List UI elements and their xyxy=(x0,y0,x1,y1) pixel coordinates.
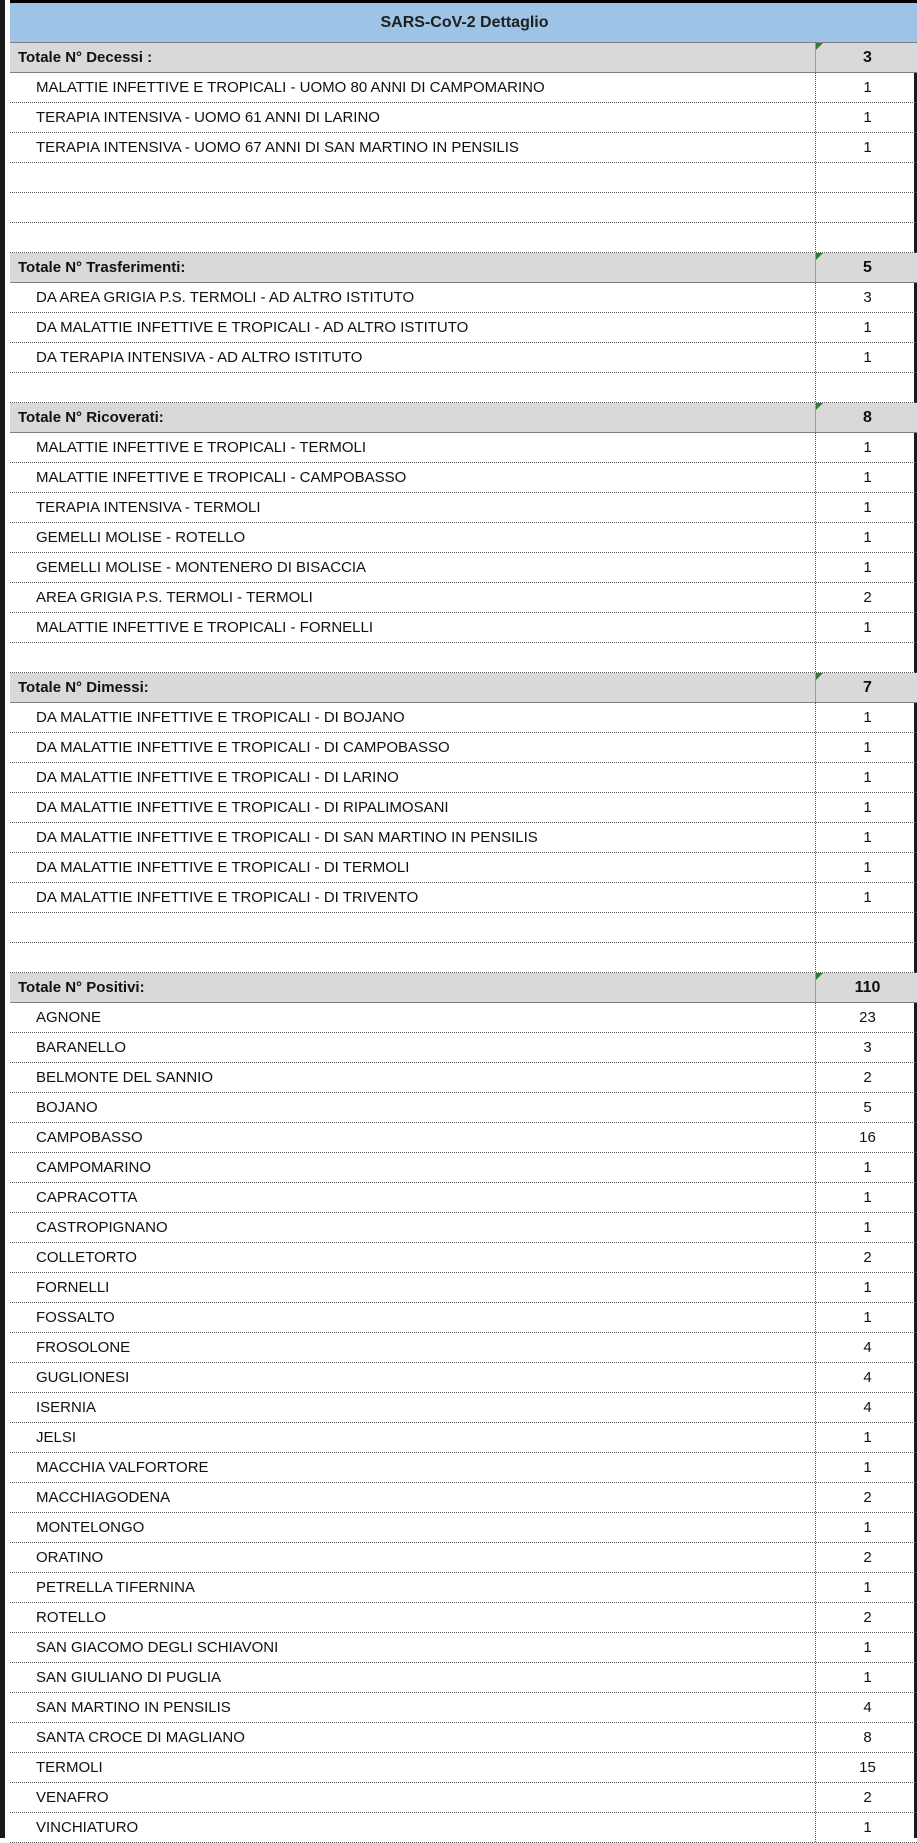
row-value-cell[interactable]: 8 xyxy=(863,1729,872,1746)
empty-value-cell[interactable] xyxy=(816,193,917,222)
row-label-cell[interactable]: COLLETORTO xyxy=(10,1243,816,1272)
table-row[interactable] xyxy=(10,1753,917,1783)
row-label-cell[interactable]: ROTELLO xyxy=(10,1603,816,1632)
table-row[interactable] xyxy=(10,1513,917,1543)
table-row[interactable] xyxy=(10,823,917,853)
row-label-cell[interactable]: MACCHIAGODENA xyxy=(10,1483,816,1512)
empty-label-cell[interactable] xyxy=(10,193,816,222)
row-label-cell[interactable]: GUGLIONESI xyxy=(10,1363,816,1392)
section-header-row[interactable] xyxy=(10,253,917,283)
sheet-title: SARS-CoV-2 Dettaglio xyxy=(10,0,917,43)
row-label-cell[interactable]: MONTELONGO xyxy=(10,1513,816,1542)
row-label-cell[interactable]: FROSOLONE xyxy=(10,1333,816,1362)
table-row[interactable] xyxy=(10,1363,917,1393)
table-row[interactable] xyxy=(10,433,917,463)
table-row[interactable] xyxy=(10,1273,917,1303)
table-row[interactable] xyxy=(10,793,917,823)
row-label-cell[interactable]: SAN GIACOMO DEGLI SCHIAVONI xyxy=(10,1633,816,1662)
table-row[interactable] xyxy=(10,1603,917,1633)
row-label-cell[interactable]: SAN MARTINO IN PENSILIS xyxy=(10,1693,816,1722)
table-row[interactable] xyxy=(10,1783,917,1813)
row-value-cell[interactable]: 1 xyxy=(863,829,872,846)
row-value-cell[interactable]: 2 xyxy=(863,1609,872,1626)
row-label-cell[interactable]: CAMPOBASSO xyxy=(10,1123,816,1152)
row-label-cell[interactable]: DA MALATTIE INFETTIVE E TROPICALI - DI BOJANO xyxy=(10,703,816,732)
row-label-cell[interactable]: CASTROPIGNANO xyxy=(10,1213,816,1242)
empty-label-cell[interactable] xyxy=(10,913,816,942)
empty-row[interactable] xyxy=(10,943,917,973)
table-row[interactable] xyxy=(10,703,917,733)
row-label-cell[interactable]: MALATTIE INFETTIVE E TROPICALI - UOMO 80 ANNI DI CAMPOMARINO xyxy=(10,73,816,102)
row-label-cell[interactable]: DA MALATTIE INFETTIVE E TROPICALI - DI TRIVENTO xyxy=(10,883,816,912)
table-row[interactable] xyxy=(10,283,917,313)
row-value-cell[interactable]: 4 xyxy=(863,1369,872,1386)
row-value-cell[interactable]: 1 xyxy=(863,619,872,636)
row-value-cell[interactable]: 4 xyxy=(863,1699,872,1716)
row-value-cell[interactable]: 1 xyxy=(863,799,872,816)
row-label-cell[interactable]: BARANELLO xyxy=(10,1033,816,1062)
row-value-cell[interactable]: 1 xyxy=(863,109,872,126)
row-label-cell[interactable]: DA TERAPIA INTENSIVA - AD ALTRO ISTITUTO xyxy=(10,343,816,372)
table-row[interactable] xyxy=(10,73,917,103)
section-label[interactable]: Totale N° Positivi: xyxy=(10,973,816,1002)
row-value-cell[interactable]: 2 xyxy=(863,1249,872,1266)
row-value-cell[interactable]: 1 xyxy=(863,1519,872,1536)
table-row[interactable] xyxy=(10,763,917,793)
row-label-cell[interactable]: VENAFRO xyxy=(10,1783,816,1812)
row-value-cell[interactable]: 1 xyxy=(863,1189,872,1206)
row-value-cell[interactable]: 1 xyxy=(863,1309,872,1326)
table-row[interactable] xyxy=(10,1033,917,1063)
row-value-cell[interactable]: 1 xyxy=(863,439,872,456)
row-label-cell[interactable]: TERAPIA INTENSIVA - TERMOLI xyxy=(10,493,816,522)
table-row[interactable] xyxy=(10,733,917,763)
table-row[interactable] xyxy=(10,1633,917,1663)
row-label-cell[interactable]: MALATTIE INFETTIVE E TROPICALI - TERMOLI xyxy=(10,433,816,462)
table-row[interactable] xyxy=(10,1663,917,1693)
table-row[interactable] xyxy=(10,1153,917,1183)
row-value-cell[interactable]: 1 xyxy=(863,1219,872,1236)
section-label[interactable]: Totale N° Decessi : xyxy=(10,43,816,72)
table-row[interactable] xyxy=(10,343,917,373)
row-value-cell[interactable]: 1 xyxy=(863,1819,872,1836)
empty-value-cell[interactable] xyxy=(816,643,917,672)
row-label-cell[interactable]: GEMELLI MOLISE - MONTENERO DI BISACCIA xyxy=(10,553,816,582)
table-row[interactable] xyxy=(10,613,917,643)
table-row[interactable] xyxy=(10,1423,917,1453)
empty-row[interactable] xyxy=(10,163,917,193)
empty-label-cell[interactable] xyxy=(10,223,816,252)
row-label-cell[interactable]: AGNONE xyxy=(10,1003,816,1032)
row-label-cell[interactable]: ORATINO xyxy=(10,1543,816,1572)
row-value-cell[interactable]: 1 xyxy=(863,139,872,156)
row-value-cell[interactable]: 1 xyxy=(863,1279,872,1296)
empty-label-cell[interactable] xyxy=(10,943,816,972)
row-label-cell[interactable]: DA MALATTIE INFETTIVE E TROPICALI - DI CAMPOBASSO xyxy=(10,733,816,762)
section-total[interactable]: 8 xyxy=(816,403,917,432)
table-row[interactable] xyxy=(10,1543,917,1573)
row-label-cell[interactable]: MALATTIE INFETTIVE E TROPICALI - FORNELLI xyxy=(10,613,816,642)
row-value-cell[interactable]: 1 xyxy=(863,79,872,96)
table-row[interactable] xyxy=(10,1303,917,1333)
empty-value-cell[interactable] xyxy=(816,373,917,402)
table-row[interactable] xyxy=(10,313,917,343)
row-value-cell[interactable]: 2 xyxy=(863,1549,872,1566)
table-row[interactable] xyxy=(10,1213,917,1243)
empty-label-cell[interactable] xyxy=(10,373,816,402)
row-value-cell[interactable]: 4 xyxy=(863,1339,872,1356)
table-row[interactable] xyxy=(10,583,917,613)
empty-value-cell[interactable] xyxy=(816,943,917,972)
row-label-cell[interactable]: FORNELLI xyxy=(10,1273,816,1302)
table-row[interactable] xyxy=(10,1333,917,1363)
row-value-cell[interactable]: 1 xyxy=(863,859,872,876)
row-value-cell[interactable]: 3 xyxy=(863,289,872,306)
row-value-cell[interactable]: 1 xyxy=(863,1579,872,1596)
row-label-cell[interactable]: GEMELLI MOLISE - ROTELLO xyxy=(10,523,816,552)
empty-label-cell[interactable] xyxy=(10,163,816,192)
table-row[interactable] xyxy=(10,1243,917,1273)
table-row[interactable] xyxy=(10,883,917,913)
table-row[interactable] xyxy=(10,463,917,493)
row-label-cell[interactable]: VINCHIATURO xyxy=(10,1813,816,1842)
table-row[interactable] xyxy=(10,1573,917,1603)
row-value-cell[interactable]: 1 xyxy=(863,1639,872,1656)
row-value-cell[interactable]: 1 xyxy=(863,529,872,546)
row-value-cell[interactable]: 1 xyxy=(863,709,872,726)
row-value-cell[interactable]: 1 xyxy=(863,1669,872,1686)
section-header-row[interactable] xyxy=(10,973,917,1003)
empty-row[interactable] xyxy=(10,373,917,403)
row-label-cell[interactable]: DA MALATTIE INFETTIVE E TROPICALI - DI SAN MARTINO IN PENSILIS xyxy=(10,823,816,852)
table-row[interactable] xyxy=(10,1693,917,1723)
row-label-cell[interactable]: TERAPIA INTENSIVA - UOMO 61 ANNI DI LARINO xyxy=(10,103,816,132)
table-row[interactable] xyxy=(10,1123,917,1153)
row-label-cell[interactable]: TERMOLI xyxy=(10,1753,816,1782)
row-value-cell[interactable]: 2 xyxy=(863,589,872,606)
section-header-row[interactable] xyxy=(10,403,917,433)
empty-row[interactable] xyxy=(10,223,917,253)
section-label[interactable]: Totale N° Dimessi: xyxy=(10,673,816,702)
row-value-cell[interactable]: 2 xyxy=(863,1069,872,1086)
empty-value-cell[interactable] xyxy=(816,223,917,252)
row-value-cell[interactable]: 1 xyxy=(863,499,872,516)
row-label-cell[interactable]: DA MALATTIE INFETTIVE E TROPICALI - AD ALTRO ISTITUTO xyxy=(10,313,816,342)
table-row[interactable] xyxy=(10,523,917,553)
row-value-cell[interactable]: 1 xyxy=(863,469,872,486)
section-header-row[interactable] xyxy=(10,43,917,73)
row-value-cell[interactable]: 1 xyxy=(863,1429,872,1446)
empty-row[interactable] xyxy=(10,643,917,673)
table-row[interactable] xyxy=(10,493,917,523)
row-label-cell[interactable]: AREA GRIGIA P.S. TERMOLI - TERMOLI xyxy=(10,583,816,612)
table-row[interactable] xyxy=(10,1093,917,1123)
section-header-row[interactable] xyxy=(10,673,917,703)
section-total[interactable]: 5 xyxy=(816,253,917,282)
table-row[interactable] xyxy=(10,853,917,883)
table-row[interactable] xyxy=(10,1063,917,1093)
empty-label-cell[interactable] xyxy=(10,643,816,672)
row-label-cell[interactable]: JELSI xyxy=(10,1423,816,1452)
row-label-cell[interactable]: CAPRACOTTA xyxy=(10,1183,816,1212)
empty-row[interactable] xyxy=(10,913,917,943)
section-total[interactable]: 3 xyxy=(816,43,917,72)
row-value-cell[interactable]: 4 xyxy=(863,1399,872,1416)
row-value-cell[interactable]: 15 xyxy=(859,1759,876,1776)
row-value-cell[interactable]: 1 xyxy=(863,349,872,366)
row-value-cell[interactable]: 2 xyxy=(863,1789,872,1806)
row-label-cell[interactable]: DA AREA GRIGIA P.S. TERMOLI - AD ALTRO ISTITUTO xyxy=(10,283,816,312)
row-label-cell[interactable]: PETRELLA TIFERNINA xyxy=(10,1573,816,1602)
row-value-cell[interactable]: 1 xyxy=(863,889,872,906)
row-value-cell[interactable]: 1 xyxy=(863,319,872,336)
row-value-cell[interactable]: 1 xyxy=(863,1159,872,1176)
row-label-cell[interactable]: DA MALATTIE INFETTIVE E TROPICALI - DI LARINO xyxy=(10,763,816,792)
row-label-cell[interactable]: ISERNIA xyxy=(10,1393,816,1422)
row-label-cell[interactable]: TERAPIA INTENSIVA - UOMO 67 ANNI DI SAN MARTINO IN PENSILIS xyxy=(10,133,816,162)
table-row[interactable] xyxy=(10,133,917,163)
row-value-cell[interactable]: 16 xyxy=(859,1129,876,1146)
table-row[interactable] xyxy=(10,553,917,583)
row-value-cell[interactable]: 1 xyxy=(863,769,872,786)
table-row[interactable] xyxy=(10,1723,917,1753)
row-value-cell[interactable]: 1 xyxy=(863,739,872,756)
row-label-cell[interactable]: DA MALATTIE INFETTIVE E TROPICALI - DI TERMOLI xyxy=(10,853,816,882)
empty-value-cell[interactable] xyxy=(816,913,917,942)
table-row[interactable] xyxy=(10,1003,917,1033)
row-label-cell[interactable]: DA MALATTIE INFETTIVE E TROPICALI - DI RIPALIMOSANI xyxy=(10,793,816,822)
row-value-cell[interactable]: 2 xyxy=(863,1489,872,1506)
table-row[interactable] xyxy=(10,1813,917,1843)
row-label-cell[interactable]: SANTA CROCE DI MAGLIANO xyxy=(10,1723,816,1752)
row-label-cell[interactable]: MALATTIE INFETTIVE E TROPICALI - CAMPOBASSO xyxy=(10,463,816,492)
row-label-cell[interactable]: BOJANO xyxy=(10,1093,816,1122)
table-row[interactable] xyxy=(10,1393,917,1423)
row-label-cell[interactable]: FOSSALTO xyxy=(10,1303,816,1332)
row-label-cell[interactable]: SAN GIULIANO DI PUGLIA xyxy=(10,1663,816,1692)
section-label[interactable]: Totale N° Ricoverati: xyxy=(10,403,816,432)
row-value-cell[interactable]: 1 xyxy=(863,1459,872,1476)
row-label-cell[interactable]: CAMPOMARINO xyxy=(10,1153,816,1182)
section-label[interactable]: Totale N° Trasferimenti: xyxy=(10,253,816,282)
section-total[interactable]: 110 xyxy=(816,973,917,1002)
table-row[interactable] xyxy=(10,103,917,133)
section-total[interactable]: 7 xyxy=(816,673,917,702)
empty-value-cell[interactable] xyxy=(816,163,917,192)
row-value-cell[interactable]: 5 xyxy=(863,1099,872,1116)
row-value-cell[interactable]: 1 xyxy=(863,559,872,576)
table-row[interactable] xyxy=(10,1183,917,1213)
empty-row[interactable] xyxy=(10,193,917,223)
row-label-cell[interactable]: BELMONTE DEL SANNIO xyxy=(10,1063,816,1092)
row-value-cell[interactable]: 23 xyxy=(859,1009,876,1026)
row-value-cell[interactable]: 3 xyxy=(863,1039,872,1056)
row-label-cell[interactable]: MACCHIA VALFORTORE xyxy=(10,1453,816,1482)
table-row[interactable] xyxy=(10,1453,917,1483)
table-row[interactable] xyxy=(10,1483,917,1513)
